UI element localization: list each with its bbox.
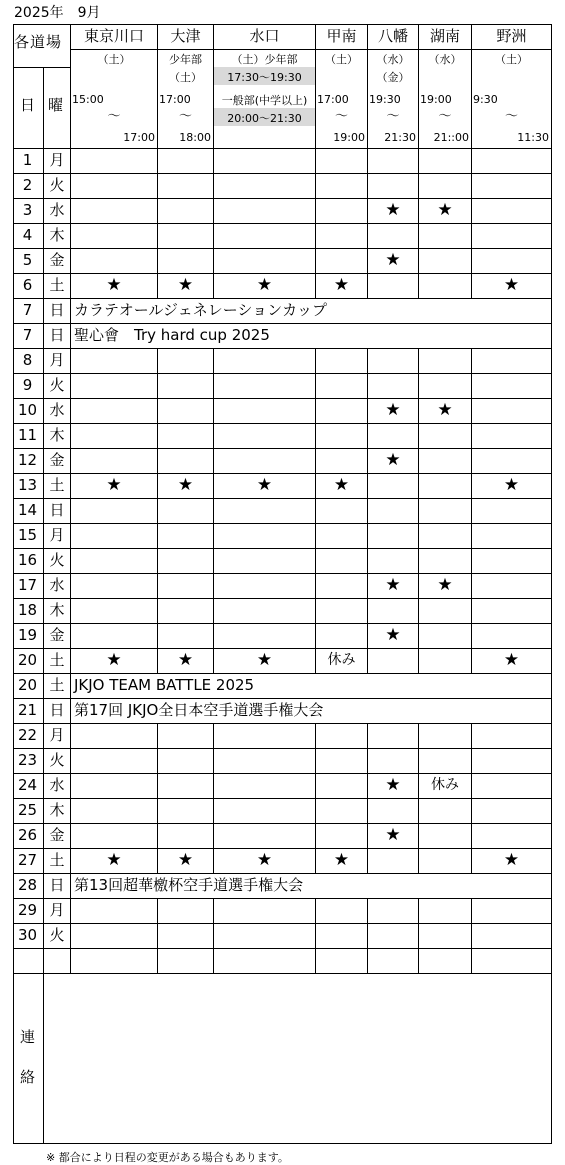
grid-line — [315, 24, 316, 974]
dojo-weekday: （水） — [376, 53, 410, 66]
footnote: ※ 都合により日程の変更がある場合もあります。 — [46, 1151, 289, 1164]
grid-line — [13, 448, 552, 449]
grid-line — [213, 24, 214, 974]
grid-line — [13, 723, 552, 724]
row-date: 6 — [22, 276, 33, 294]
dojo-weekday: （土） — [97, 53, 131, 66]
dojo-start-time: 15:00 — [72, 93, 104, 106]
row-weekday: 日 — [49, 876, 65, 894]
row-date: 30 — [17, 926, 38, 944]
row-date: 20 — [17, 676, 38, 694]
grid-line — [13, 523, 552, 524]
dojo-end-time: 11:30 — [517, 131, 549, 144]
grid-line — [43, 973, 44, 1144]
grid-line — [13, 373, 552, 374]
practice-star: ★ — [385, 400, 401, 420]
corner-label: 各道場 — [14, 33, 63, 51]
grid-line — [13, 898, 552, 899]
row-weekday: 火 — [49, 926, 65, 944]
grid-line — [13, 973, 552, 974]
practice-star: ★ — [503, 850, 520, 870]
grid-line — [13, 648, 552, 649]
practice-star: ★ — [333, 850, 350, 870]
row-date: 5 — [22, 251, 33, 269]
dojo-tilde: ～ — [438, 109, 452, 124]
row-date: 18 — [17, 601, 38, 619]
practice-star: ★ — [177, 850, 194, 870]
practice-star: ★ — [106, 275, 122, 295]
row-weekday: 月 — [49, 351, 65, 369]
grid-line — [13, 848, 552, 849]
event-text: 第13回超華檄杯空手道選手権大会 — [74, 876, 304, 894]
dojo-start-time: 17:00 — [317, 93, 349, 106]
dojo-weekday: （土） — [495, 53, 528, 66]
row-date: 7 — [22, 301, 33, 319]
row-weekday: 土 — [49, 476, 65, 494]
grid-line — [13, 548, 552, 549]
practice-star: ★ — [106, 650, 122, 670]
row-weekday: 月 — [49, 901, 65, 919]
grid-line — [157, 24, 158, 974]
row-date: 22 — [17, 726, 38, 744]
grid-line — [13, 923, 552, 924]
row-weekday: 木 — [49, 801, 65, 819]
row-date: 16 — [17, 551, 38, 569]
dojo-subline: （土） — [169, 71, 202, 84]
dojo-name: 水口 — [249, 27, 280, 45]
schedule-title — [14, 2, 115, 22]
dojo-name: 東京川口 — [83, 27, 144, 45]
grid-line — [13, 248, 552, 249]
grid-line — [471, 24, 472, 974]
practice-star: ★ — [177, 475, 194, 495]
row-weekday: 火 — [49, 176, 65, 194]
row-date: 19 — [17, 626, 38, 644]
practice-star: ★ — [256, 475, 273, 495]
grid-line — [13, 423, 552, 424]
practice-star: ★ — [256, 850, 273, 870]
dojo-tilde: ～ — [178, 109, 192, 124]
practice-star: ★ — [503, 475, 520, 495]
practice-star: ★ — [177, 650, 194, 670]
row-date: 24 — [17, 776, 38, 794]
practice-star: ★ — [385, 625, 401, 645]
dojo-general-time: 20:00～21:30 — [227, 112, 302, 125]
closed-label: 休み — [431, 777, 459, 793]
grid-line — [13, 798, 552, 799]
row-date: 25 — [17, 801, 38, 819]
dojo-weekday: （土）少年部 — [231, 53, 298, 66]
practice-star: ★ — [437, 200, 453, 220]
dojo-tilde: ～ — [107, 109, 121, 124]
practice-star: ★ — [177, 275, 194, 295]
contact-label: 絡 — [20, 1068, 36, 1086]
practice-star: ★ — [333, 275, 350, 295]
row-weekday: 月 — [49, 526, 65, 544]
grid-line — [13, 67, 71, 68]
grid-line — [13, 773, 552, 774]
grid-line — [13, 398, 552, 399]
grid-line — [13, 1143, 552, 1144]
practice-star: ★ — [437, 400, 453, 420]
row-date: 10 — [17, 401, 38, 419]
row-weekday: 月 — [49, 726, 65, 744]
grid-line — [13, 498, 552, 499]
row-date: 13 — [17, 476, 38, 494]
row-weekday: 土 — [49, 851, 65, 869]
row-weekday: 金 — [49, 451, 65, 469]
practice-star: ★ — [385, 200, 401, 220]
event-text: JKJO TEAM BATTLE 2025 — [74, 676, 255, 694]
practice-star: ★ — [106, 850, 122, 870]
row-date: 9 — [22, 376, 33, 394]
closed-label: 休み — [327, 652, 356, 668]
row-weekday: 火 — [49, 751, 65, 769]
grid-line — [13, 198, 552, 199]
dojo-tilde: ～ — [504, 109, 518, 124]
row-date: 17 — [17, 576, 38, 594]
grid-line — [551, 24, 552, 1144]
dojo-end-time: 21::00 — [433, 131, 469, 144]
row-date: 21 — [17, 701, 38, 719]
row-weekday: 金 — [49, 826, 65, 844]
grid-line — [13, 823, 552, 824]
practice-star: ★ — [385, 825, 401, 845]
row-weekday: 日 — [49, 701, 65, 719]
row-weekday: 火 — [49, 551, 65, 569]
event-text: 第17回 JKJO全日本空手道選手権大会 — [74, 701, 324, 719]
row-date: 7 — [22, 326, 33, 344]
row-weekday: 水 — [49, 201, 65, 219]
dojo-subline: （金） — [376, 71, 410, 84]
event-text: カラテオールジェネレーションカップ — [74, 301, 327, 319]
row-weekday: 水 — [49, 776, 65, 794]
dojo-name: 八幡 — [377, 27, 408, 45]
weekday-header: 曜 — [48, 96, 64, 114]
dojo-general: 一般部(中学以上) — [221, 94, 308, 107]
row-weekday: 土 — [49, 276, 65, 294]
grid-line — [70, 24, 71, 974]
grid-line — [13, 348, 552, 349]
dojo-start-time: 9:30 — [473, 93, 498, 106]
row-weekday: 土 — [49, 676, 65, 694]
schedule-table — [13, 24, 552, 1144]
grid-line — [13, 273, 552, 274]
practice-star: ★ — [106, 475, 122, 495]
row-weekday: 土 — [49, 651, 65, 669]
row-date: 11 — [17, 426, 38, 444]
row-weekday: 日 — [49, 301, 65, 319]
grid-line — [13, 598, 552, 599]
row-date: 23 — [17, 751, 38, 769]
practice-star: ★ — [437, 575, 453, 595]
grid-line — [70, 49, 552, 50]
row-weekday: 金 — [49, 251, 65, 269]
dojo-end-time: 18:00 — [179, 131, 211, 144]
row-date: 28 — [17, 876, 38, 894]
dojo-tilde: ～ — [334, 109, 348, 124]
practice-star: ★ — [385, 450, 401, 470]
row-date: 20 — [17, 651, 38, 669]
row-weekday: 月 — [49, 151, 65, 169]
practice-star: ★ — [385, 250, 401, 270]
row-weekday: 水 — [49, 576, 65, 594]
row-weekday: 木 — [49, 426, 65, 444]
dojo-start-time: 19:00 — [420, 93, 452, 106]
row-date: 29 — [17, 901, 38, 919]
dojo-weekday: （水） — [428, 53, 462, 66]
grid-line — [418, 24, 419, 974]
row-date: 12 — [17, 451, 38, 469]
practice-star: ★ — [385, 575, 401, 595]
row-weekday: 木 — [49, 226, 65, 244]
dojo-start-time: 19:30 — [369, 93, 401, 106]
event-text: 聖心會 Try hard cup 2025 — [74, 326, 270, 344]
practice-star: ★ — [503, 650, 520, 670]
dojo-end-time: 17:00 — [123, 131, 155, 144]
month-text: 9月 — [77, 5, 101, 21]
row-weekday: 日 — [49, 501, 65, 519]
year-text: 2025年 — [14, 5, 64, 21]
grid-line — [13, 473, 552, 474]
row-date: 27 — [17, 851, 38, 869]
row-weekday: 火 — [49, 376, 65, 394]
practice-star: ★ — [333, 475, 350, 495]
row-date: 15 — [17, 526, 38, 544]
grid-line — [13, 223, 552, 224]
row-date: 26 — [17, 826, 38, 844]
grid-line — [13, 623, 552, 624]
grid-line — [13, 948, 552, 949]
contact-label: 連 — [20, 1028, 36, 1046]
dojo-name: 大津 — [170, 27, 201, 45]
dojo-weekday: （土） — [325, 53, 358, 66]
day-header: 日 — [20, 96, 36, 114]
grid-line — [13, 173, 552, 174]
row-date: 4 — [22, 226, 33, 244]
dojo-start-time: 17:00 — [159, 93, 191, 106]
practice-star: ★ — [385, 775, 401, 795]
practice-star: ★ — [503, 275, 520, 295]
dojo-end-time: 19:00 — [333, 131, 365, 144]
grid-line — [13, 573, 552, 574]
row-date: 14 — [17, 501, 38, 519]
row-date: 2 — [22, 176, 33, 194]
row-weekday: 日 — [49, 326, 65, 344]
row-weekday: 金 — [49, 626, 65, 644]
row-date: 3 — [22, 201, 33, 219]
practice-star: ★ — [256, 650, 273, 670]
practice-star: ★ — [256, 275, 273, 295]
dojo-subline: 17:30～19:30 — [227, 71, 302, 84]
dojo-tilde: ～ — [386, 109, 400, 124]
dojo-weekday: 少年部 — [169, 53, 202, 66]
dojo-name: 野洲 — [496, 27, 527, 45]
row-weekday: 水 — [49, 401, 65, 419]
row-weekday: 木 — [49, 601, 65, 619]
grid-line — [13, 748, 552, 749]
dojo-end-time: 21:30 — [384, 131, 416, 144]
row-date: 1 — [22, 151, 33, 169]
dojo-name: 湖南 — [429, 27, 460, 45]
dojo-name: 甲南 — [326, 27, 357, 45]
row-date: 8 — [22, 351, 33, 369]
